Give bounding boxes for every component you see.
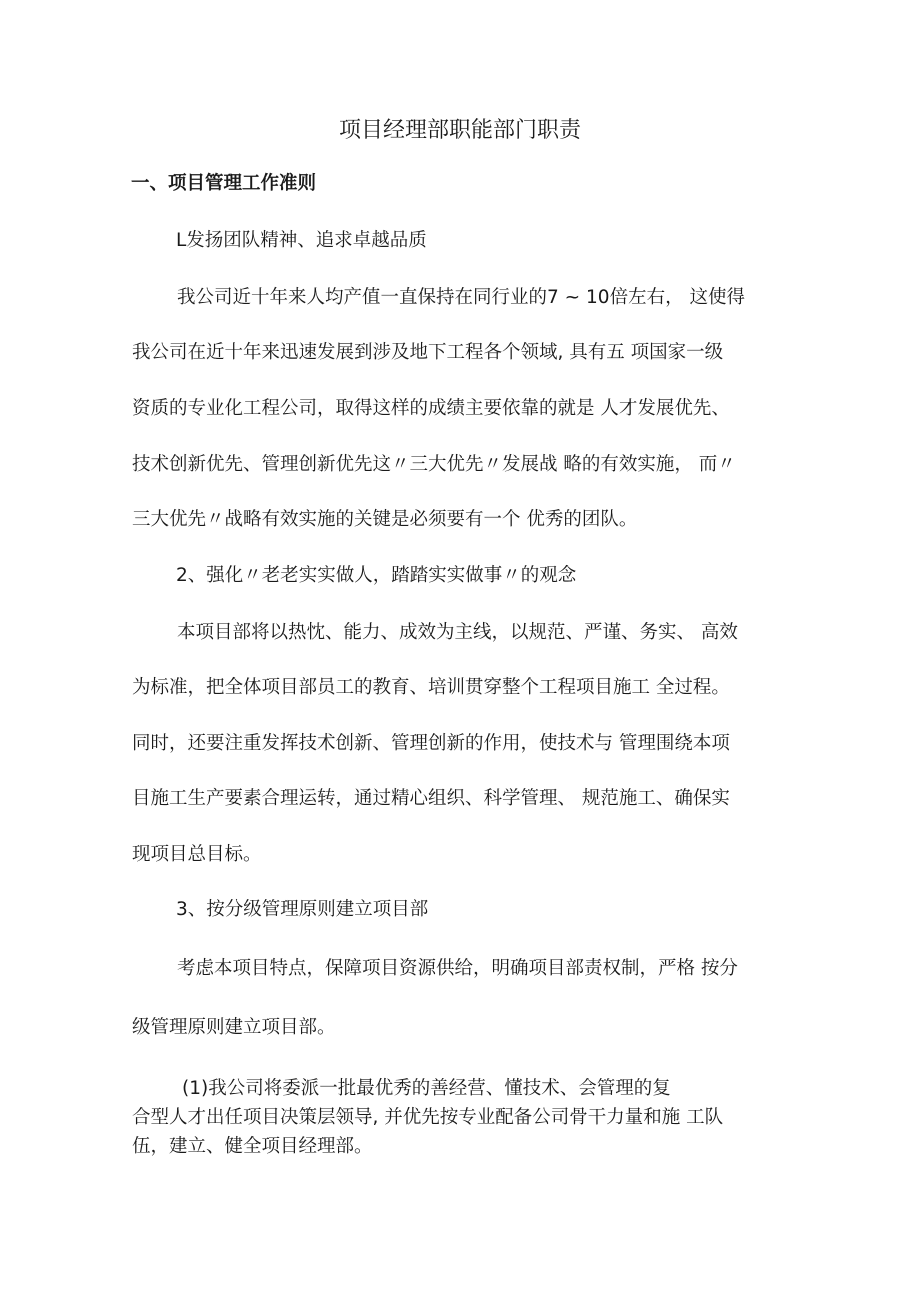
item2-paragraph-line: 为标准，把全体项目部员工的教育、培训贯穿整个工程项目施工 全过程。 xyxy=(132,677,730,698)
item2-paragraph-line: 本项目部将以热忱、能力、成效为主线，以规范、严谨、务实、 高效 xyxy=(177,622,738,643)
item3-paragraph-line: 考虑本项目特点，保障项目资源供给，明确项目部责权制，严格 按分 xyxy=(177,958,738,979)
section-heading: 一、项目管理工作准则 xyxy=(131,173,317,194)
sub1-paragraph-line: (1)我公司将委派一批最优秀的善经营、懂技术、会管理的复 xyxy=(182,1078,671,1099)
item2-paragraph-line: 现项目总目标。 xyxy=(132,844,262,865)
item1-paragraph-line: 技术创新优先、管理创新优先这〃三大优先〃发展战 略的有效实施， 而〃 xyxy=(132,454,736,475)
item1-paragraph-line: 我公司近十年来人均产值一直保持在同行业的7 ~ 10倍左右， 这使得 xyxy=(177,287,745,308)
item1-paragraph-line: 三大优先〃战略有效实施的关键是必须要有一个 优秀的团队。 xyxy=(132,509,638,530)
item1-paragraph-line: 我公司在近十年来迅速发展到涉及地下工程各个领域, 具有五 项国家一级 xyxy=(132,342,724,363)
sub1-paragraph-line: 伍，建立、健全项目经理部。 xyxy=(132,1136,373,1157)
item2-heading: 2、强化〃老老实实做人，踏踏实实做事〃的观念 xyxy=(176,565,577,586)
item2-paragraph-line: 目施工生产要素合理运转，通过精心组织、科学管理、 规范施工、确保实 xyxy=(132,788,730,809)
item1-paragraph-line: 资质的专业化工程公司，取得这样的成绩主要依靠的就是 人才发展优先、 xyxy=(132,398,730,419)
item3-paragraph-line: 级管理原则建立项目部。 xyxy=(132,1017,336,1038)
sub1-paragraph-line: 合型人才出任项目决策层领导, 并优先按专业配备公司骨干力量和施 工队 xyxy=(132,1107,724,1128)
item3-heading: 3、按分级管理原则建立项目部 xyxy=(176,899,429,920)
item1-heading: L发扬团队精神、追求卓越品质 xyxy=(176,230,427,251)
item2-paragraph-line: 同时，还要注重发挥技术创新、管理创新的作用，使技术与 管理围绕本项 xyxy=(132,733,730,754)
document-title: 项目经理部职能部门职责 xyxy=(338,118,581,143)
